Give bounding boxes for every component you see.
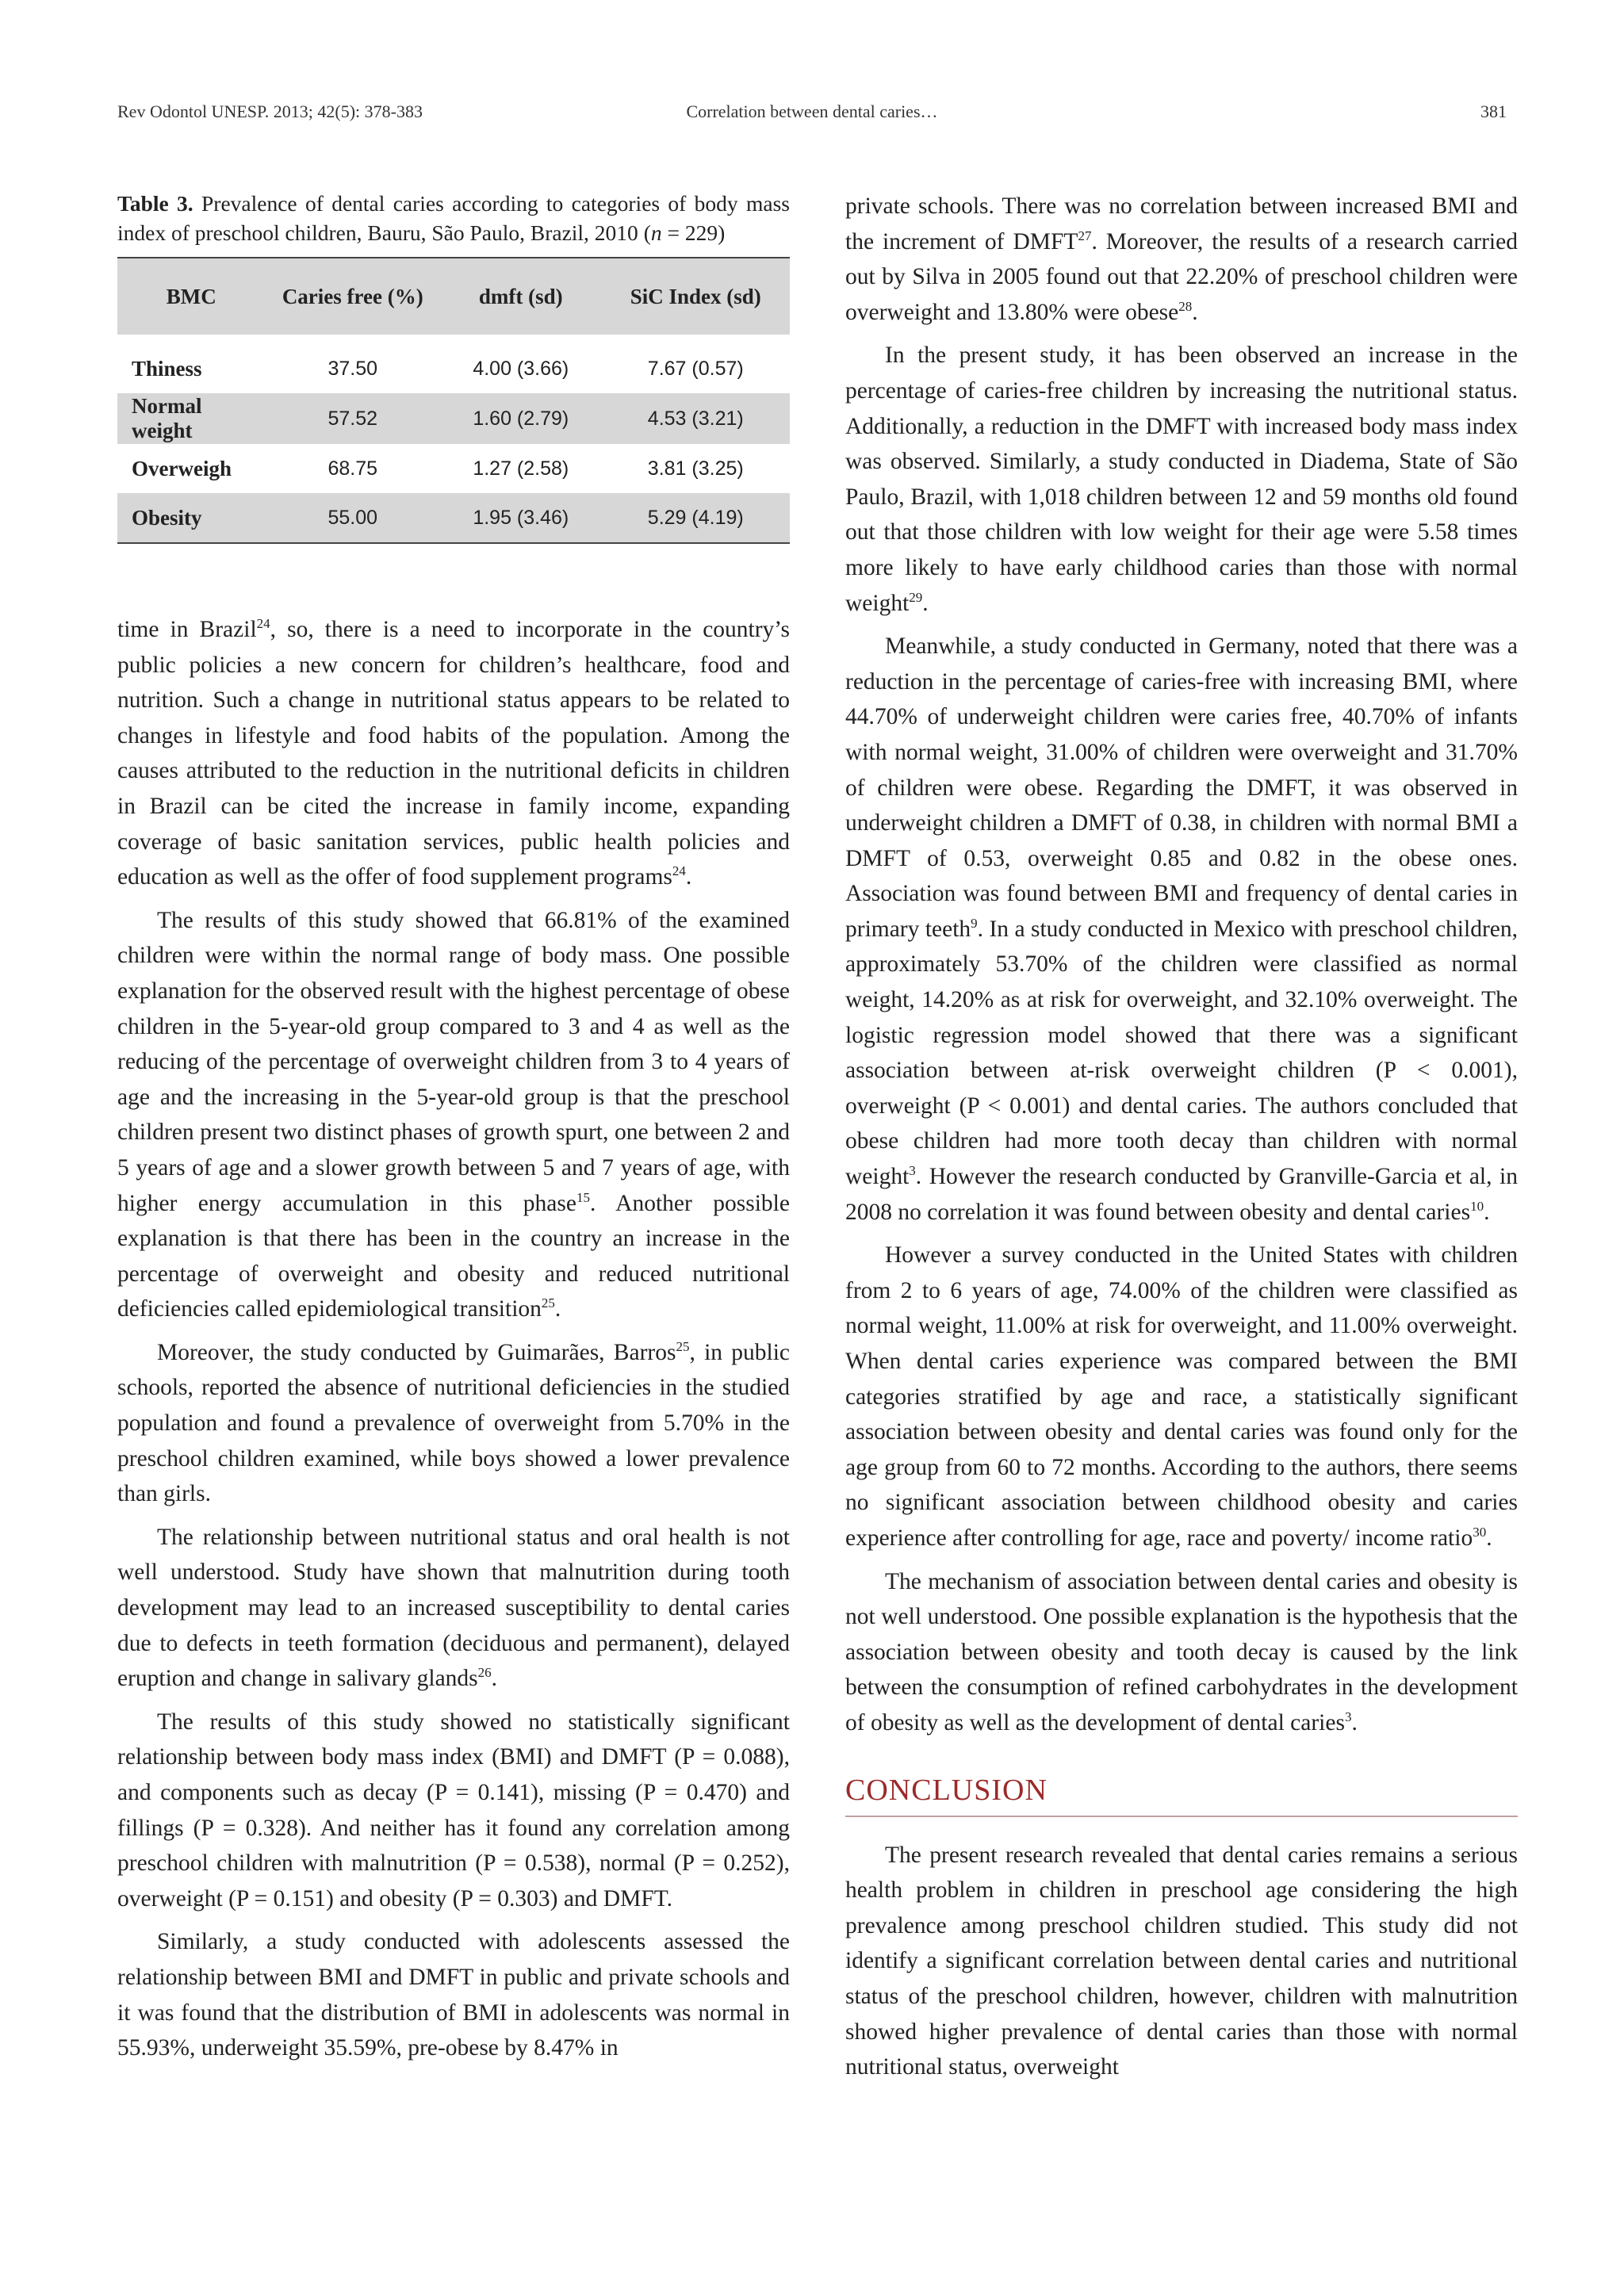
table-row (117, 393, 790, 444)
running-title: Correlation between dental caries… (686, 101, 938, 121)
journal-citation: Rev Odontol UNESP. 2013; 42(5): 378-383 (117, 101, 423, 121)
right-column (845, 189, 1518, 2093)
paragraph (117, 903, 790, 1327)
cell-caries-free: 57.52 (266, 393, 440, 444)
citation-ref: 26 (477, 1665, 492, 1681)
citation-ref: 24 (672, 863, 686, 879)
page-number: 381 (1480, 101, 1507, 121)
text-run: In the present study, it has been observed an increase in the percentage of caries-free children by increasing the nutritional status. Additionally, a reduction in the DMFT with increased body mass index was observed. Similarly, a study conducted in Diadema, State of São Paulo, Brazil, with 1,018 children between 12 and 59 months old found out that those children with low weight for their age were 5.58 times more likely to have early childhood caries than those with normal weight (845, 342, 1518, 616)
table-header-cell: dmft (sd) (440, 258, 602, 339)
citation-ref: 10 (1470, 1198, 1484, 1214)
text-run: . (491, 1666, 498, 1692)
citation-ref: 28 (1178, 298, 1193, 314)
citation-ref: 9 (971, 915, 978, 931)
paragraph (117, 1335, 790, 1512)
citation-ref: 27 (1078, 228, 1092, 243)
cell-sic: 4.53 (3.21) (602, 393, 790, 444)
paragraph (845, 338, 1518, 621)
cell-sic: 3.81 (3.25) (647, 457, 744, 480)
table-caption-n: n (650, 220, 662, 245)
citation-ref: 24 (256, 616, 270, 631)
text-run: The relationship between nutritional status and oral health is not well understood. Study have shown that malnutrition during tooth development may lead to an increased susceptibility to dental caries due to defects in teeth formation (deciduous and permanent), delayed eruption and change in salivary glands (117, 1524, 790, 1692)
row-label: Normal weight (117, 393, 266, 444)
cell-dmft: 4.00 (3.66) (440, 339, 602, 393)
table-row (117, 339, 790, 393)
paragraph: The results of this study showed no statistically significant relationship between body mass index (BMI) and DMFT (P = 0.088), and components such as decay (P = 0.141), missing (P = 0.470) and fillings (P = 0.328). And neither has it found any correlation among preschool children with malnutrition (P = 0.538), normal (P = 0.252), overweight (P = 0.151) and obesity (P = 0.303) and DMFT. (117, 1709, 790, 1911)
paragraph (845, 629, 1518, 1230)
section-heading-conclusion: CONCLUSION (845, 1773, 1518, 1817)
citation-ref: 15 (576, 1189, 590, 1205)
text-run: , in public schools, reported the absence of nutritional deficiencies in the studied population and found a prevalence of overweight from 5.70% in the preschool children examined, while boys showed a lower prevalence than girls. (117, 1339, 790, 1507)
text-run: . Moreover, the results of a research carried out by Silva in 2005 found out that 22.20% of preschool children were overweight and 13.80% were obese (845, 228, 1518, 325)
text-run: Moreover, the study conducted by Guimarães, Barros (157, 1339, 676, 1365)
paragraph (117, 612, 790, 895)
citation-ref: 3 (1344, 1709, 1352, 1724)
text-run: The results of this study showed that 66.81% of the examined children were within the normal range of body mass. One possible explanation for the observed result with the highest percentage of obese children in the 5-year-old group compared to 3 and 4 as well as the reducing of the percentage of overweight children from 3 to 4 years of age and the increasing in the 5-year-old group is that the preschool children present two distinct phases of growth spurt, one between 2 and 5 years of age and a slower growth between 5 and 7 years of age, with higher energy accumulation in this phase (117, 907, 790, 1216)
text-run: . (922, 590, 929, 616)
text-run: . (1192, 299, 1198, 325)
table-row (117, 493, 790, 543)
cell-dmft: 1.95 (3.46) (440, 493, 602, 543)
cell-dmft: 1.60 (2.79) (440, 393, 602, 444)
citation-ref: 25 (676, 1338, 690, 1354)
text-run: . Another possible explanation is that there has been in the country an increase in the percentage of overweight and obesity and reduced nutritional deficiencies called epidemiological transition (117, 1190, 790, 1322)
table-row (117, 444, 790, 493)
cell-caries-free: 68.75 (327, 457, 378, 480)
row-label: Obesity (117, 493, 266, 543)
text-run: private schools. There was no correlation between increased BMI and the increment of DMFT (845, 193, 1518, 254)
table-caption-label: Table 3. (117, 191, 193, 216)
citation-ref: 29 (909, 589, 923, 605)
cell-caries-free: 55.00 (266, 493, 440, 543)
paragraph: Similarly, a study conducted with adolescents assessed the relationship between BMI and DMFT in public and private schools and it was found that the distribution of BMI in adolescents was normal in 55.93%, underweight 35.59%, pre-obese by 8.47% in (117, 1929, 790, 2061)
paragraph: The present research revealed that dental caries remains a serious health problem in children in preschool age considering the high prevalence among preschool children studied. This study did not identify a significant correlation between dental caries and nutritional status of the preschool children, however, children with malnutrition showed higher prevalence of dental caries than those with normal nutritional status, overweight (845, 1842, 1518, 2080)
table-header-cell: SiC Index (sd) (602, 258, 790, 339)
table-header-row (117, 258, 790, 339)
citation-ref: 25 (541, 1295, 555, 1311)
citation-ref: 3 (909, 1163, 916, 1179)
table-caption-n-value: = 229) (661, 220, 726, 245)
citation-ref: 30 (1473, 1524, 1487, 1540)
table-header-cell: BMC (117, 258, 266, 339)
text-run: . (554, 1296, 561, 1322)
table-header-cell: Caries free (%) (266, 258, 440, 339)
row-label: Thiness (117, 339, 266, 393)
text-run: . (1484, 1199, 1490, 1225)
text-run: . (1486, 1525, 1492, 1551)
text-run: The mechanism of association between dental caries and obesity is not well understood. One possible explanation is the hypothesis that the association between obesity and tooth decay is caused by the link between the consumption of refined carbohydrates in the development of obesity as well as the development of dental caries (845, 1568, 1518, 1735)
text-run: . In a study conducted in Mexico with preschool children, approximately 53.70% of the children were classified as normal weight, 14.20% as at risk for overweight, and 32.10% overweight. The logistic regression model showed that there was a significant association between at-risk overweight children (P < 0.001), overweight (P < 0.001) and dental caries. The authors concluded that obese children had more tooth decay than children with normal weight (845, 916, 1518, 1190)
row-label: Overweigh (132, 456, 232, 480)
text-run: , so, there is a need to incorporate in the country’s public policies a new concern for children’s healthcare, food and nutrition. Such a change in nutritional status appears to be related to changes in lifestyle and food habits of the population. Among the causes attributed to the reduction in the nutritional deficits in children in Brazil can be cited the increase in family income, expanding coverage of basic sanitation services, public health policies and education as well as the offer of food supplement programs (117, 617, 790, 890)
cell-dmft: 1.27 (2.58) (473, 457, 569, 480)
cell-caries-free: 37.50 (266, 339, 440, 393)
text-run: . However the research conducted by Granville-Garcia et al, in 2008 no correlation it was found between obesity and dental caries (845, 1164, 1518, 1225)
left-column (117, 189, 790, 2074)
text-run: . (685, 864, 692, 890)
paragraph (117, 1520, 790, 1697)
table-caption (117, 189, 790, 247)
paragraph (845, 1238, 1518, 1556)
text-run: However a survey conducted in the United States with children from 2 to 6 years of age, 74.00% of the children were classified as normal weight, 11.00% at risk for overweight, and 11.00% overweight. When dental caries experience was compared between the BMI categories stratified by age and race, a statistically significant association between obesity and dental caries was found only for the age group from 60 to 72 months. According to the authors, there seems no significant association between childhood obesity and caries experience after controlling for age, race and poverty/ income ratio (845, 1242, 1518, 1551)
table-caption-n-open: ( (643, 220, 651, 245)
text-run: time in Brazil (117, 617, 257, 642)
caries-bmi-table (117, 257, 790, 544)
cell-sic: 5.29 (4.19) (602, 493, 790, 543)
text-run: Meanwhile, a study conducted in Germany, noted that there was a reduction in the percentage of caries-free with increasing BMI, where 44.70% of underweight children were caries free, 40.70% of infants with normal weight, 31.00% of children were overweight and 31.70% of children were obese. Regarding the DMFT, it was observed in underweight children a DMFT of 0.38, in children with normal BMI a DMFT of 0.53, overweight 0.85 and 0.82 in the obese ones. Association was found between BMI and frequency of dental caries in primary teeth (845, 633, 1518, 942)
cell-sic: 7.67 (0.57) (602, 339, 790, 393)
paragraph (845, 1564, 1518, 1741)
table-caption-text: Prevalence of dental caries according to categories of body mass index of preschool children, Bauru, São Paulo, Brazil, 2010 (117, 191, 790, 245)
text-run: . (1351, 1709, 1358, 1735)
paragraph (845, 189, 1518, 330)
